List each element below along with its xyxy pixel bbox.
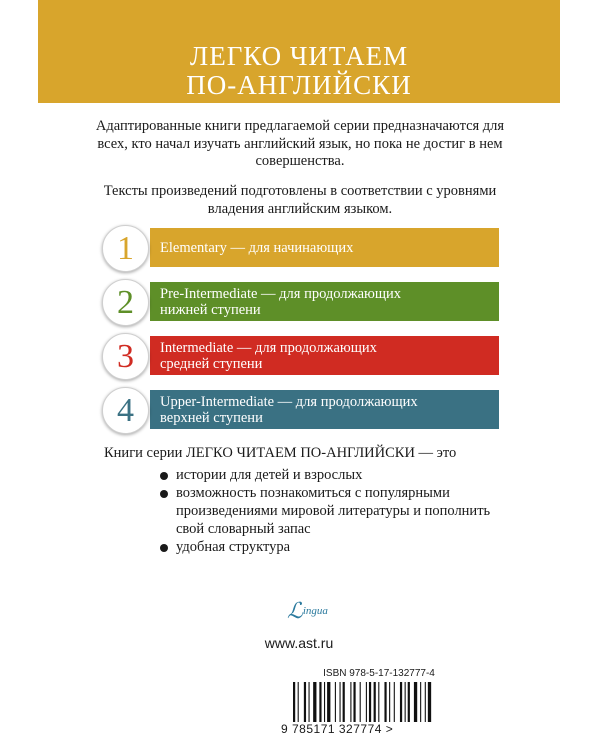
level-label: Upper-Intermediate — для продолжающих верхней ступени: [160, 393, 418, 426]
series-title-banner: [38, 0, 560, 103]
series-summary: Книги серии ЛЕГКО ЧИТАЕМ ПО-АНГЛИЙСКИ — это: [104, 445, 457, 461]
level-number: 3: [102, 333, 149, 380]
logo-initial-icon: ℒ: [287, 598, 303, 623]
publisher-logo: [287, 598, 328, 624]
level-number: 4: [102, 387, 149, 434]
feature-list: [156, 466, 516, 556]
level-item-2: [102, 279, 499, 324]
feature-item: возможность познакомиться с популярными произведениями мировой литературы и пополнить свой словарный запас: [156, 484, 516, 538]
barcode-digits: 9 785171 327774 >: [281, 722, 394, 736]
level-item-1: [102, 225, 499, 270]
level-label: Pre-Intermediate — для продолжающих нижней ступени: [160, 285, 402, 318]
series-title-line1: ЛЕГКО ЧИТАЕМ: [189, 41, 409, 71]
barcode-icon: [293, 682, 469, 722]
intro-paragraph-2: Тексты произведений подготовлены в соответствии с уровнями владения английским языком.: [103, 183, 497, 217]
logo-wordmark: ingua: [302, 605, 328, 617]
level-number: 1: [102, 225, 149, 272]
level-number: 2: [102, 279, 149, 326]
level-label: Elementary — для начинающих: [160, 239, 354, 256]
book-back-cover: [38, 0, 560, 750]
publisher-url[interactable]: www.ast.ru: [264, 635, 334, 651]
feature-item: истории для детей и взрослых: [156, 466, 516, 484]
intro-paragraph-1: Адаптированные книги предлагаемой серии предназначаются для всех, кто начал изучать английский язык, но пока не достиг в нем совершенства.: [95, 118, 505, 169]
level-item-3: [102, 333, 499, 378]
level-item-4: [102, 387, 499, 432]
isbn-barcode: [281, 668, 477, 748]
level-label: Intermediate — для продолжающих средней ступени: [160, 339, 377, 372]
feature-item: удобная структура: [156, 538, 516, 556]
isbn-text: ISBN 978-5-17-132777-4: [323, 668, 435, 679]
series-title-line2: ПО-АНГЛИЙСКИ: [186, 70, 412, 100]
